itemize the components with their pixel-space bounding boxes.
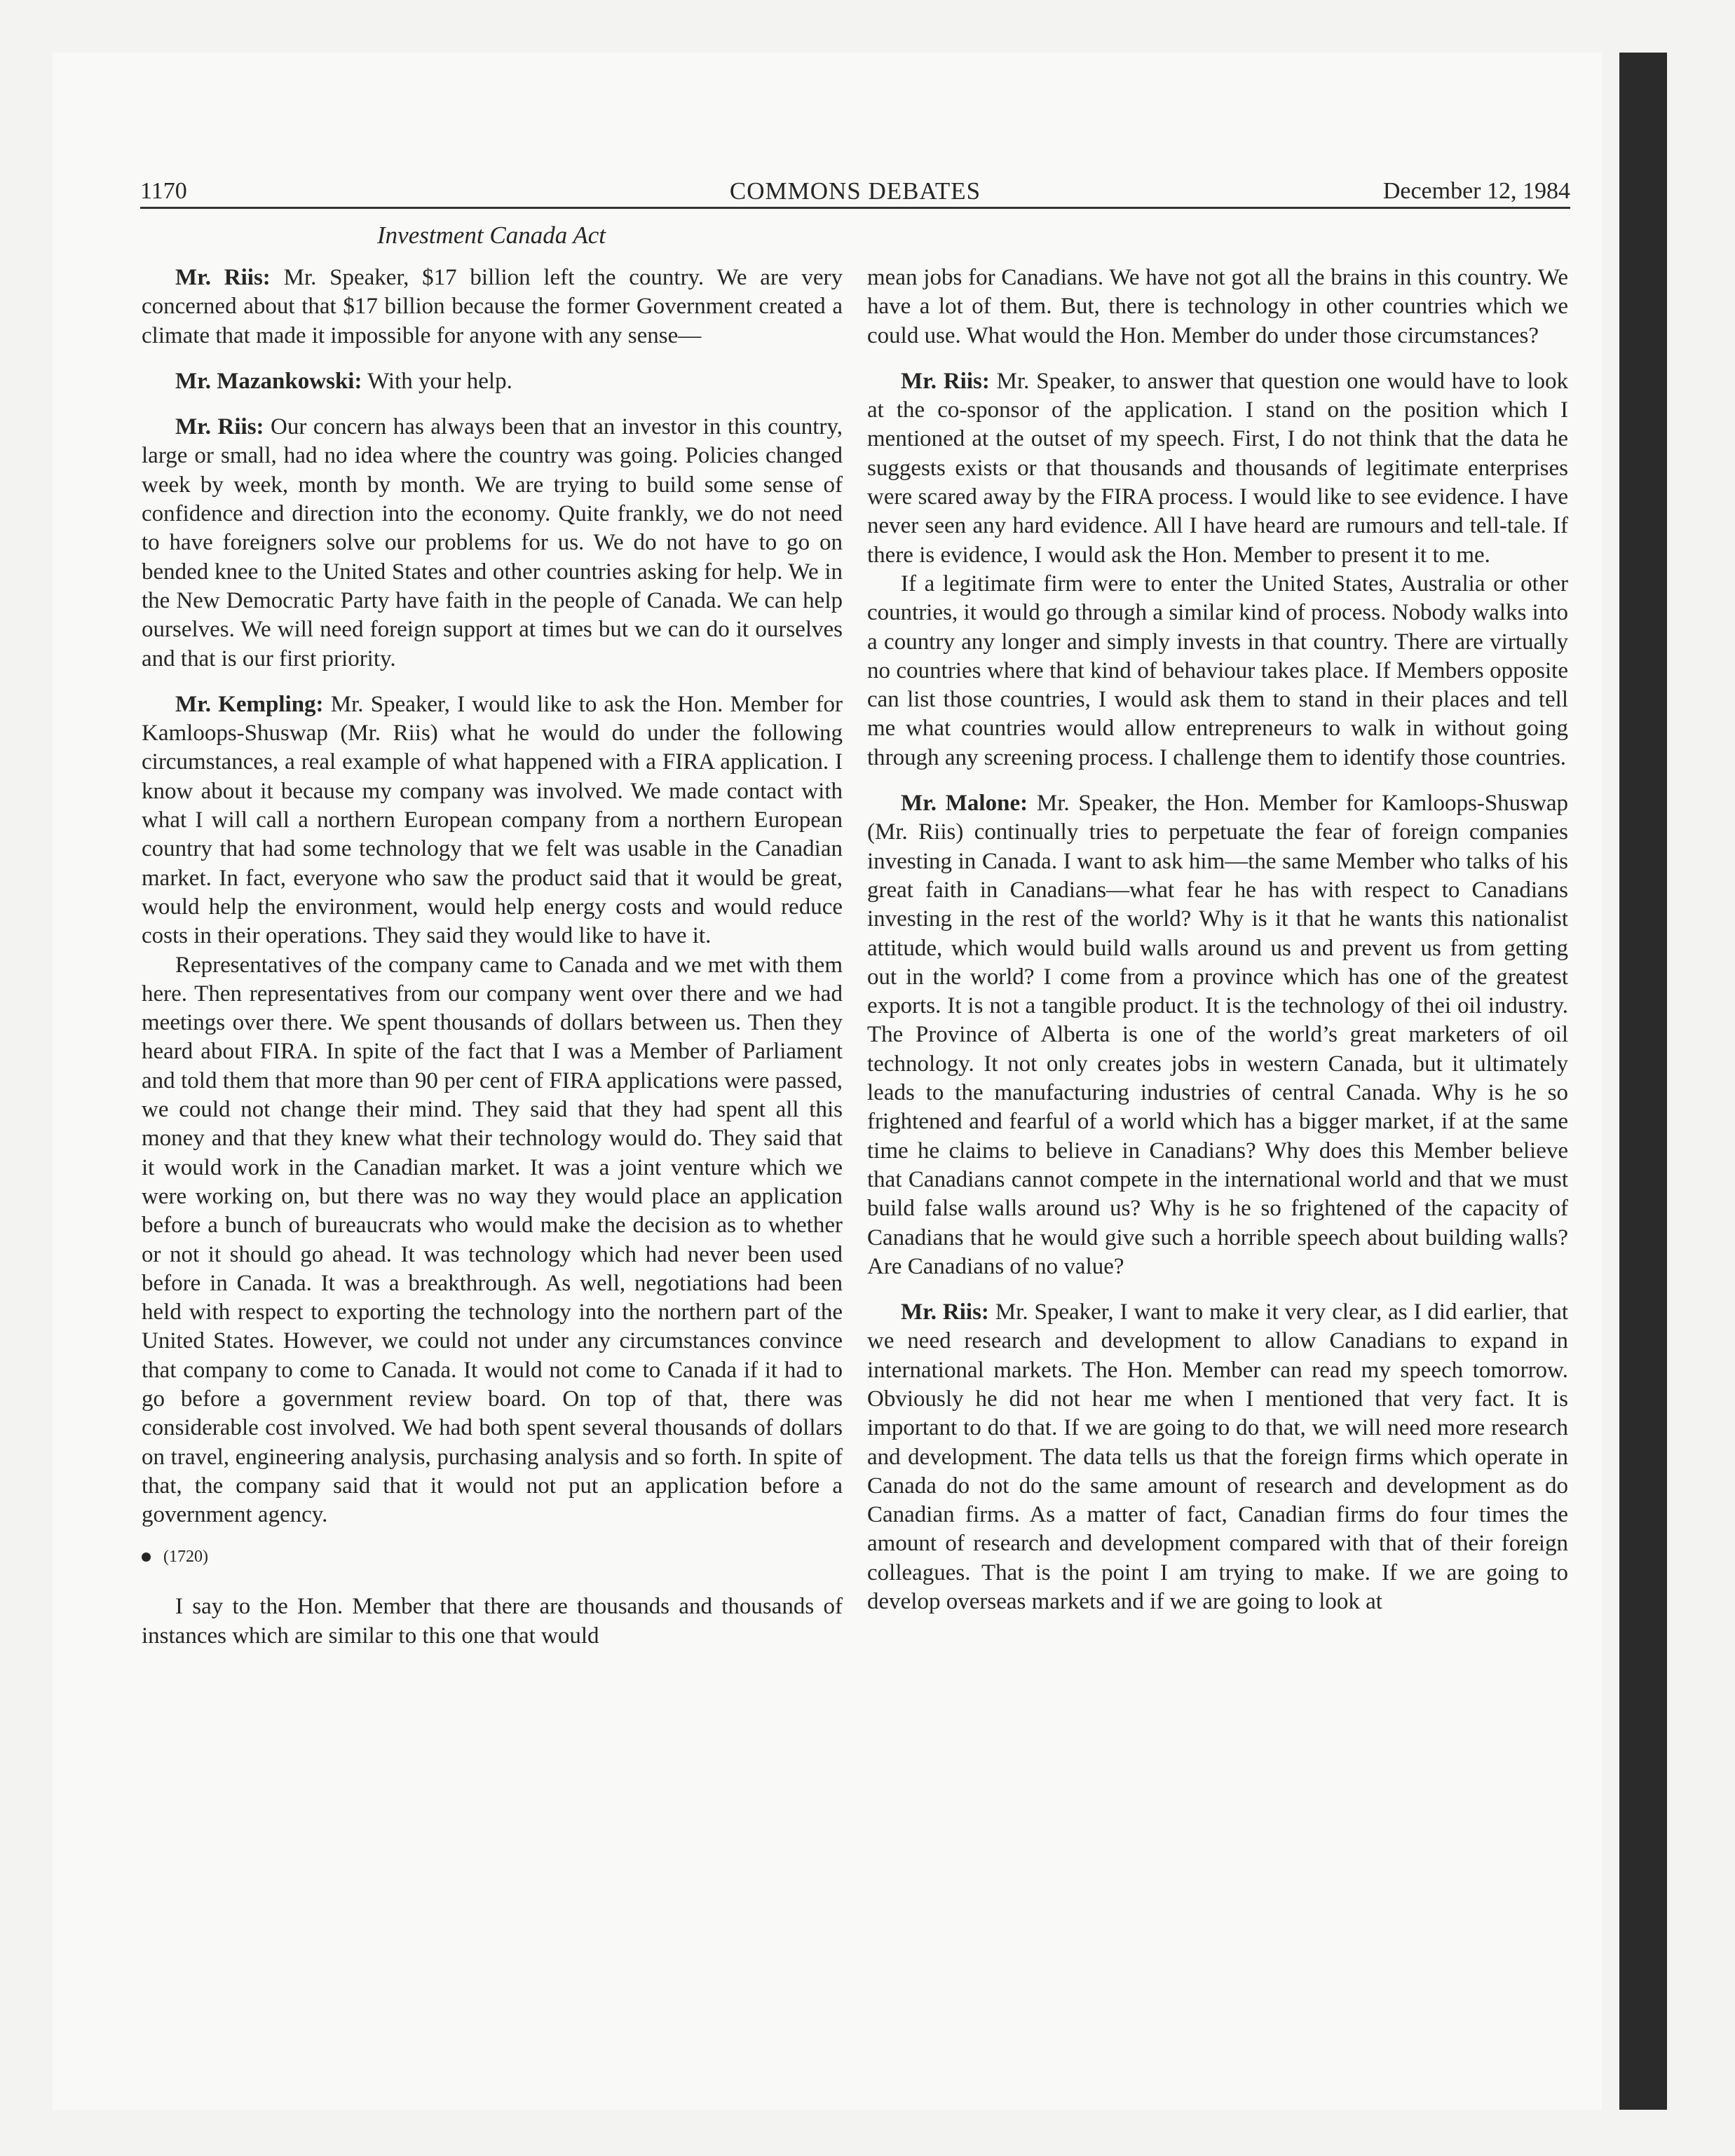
speech-paragraph: Representatives of the company came to Canada and we met with them here. Then representatives from our company went over there and we had meetings over there. We spent thousands of dollars between us. Then they heard about FIRA. In spite of the fact that I was a Member of Parliament and told them that more than 90 per cent of FIRA applications were passed, we could not change their mind. They said that they had spent all this money and that they knew what their technology would do. They said that it would work in the Canadian market. It was a joint venture which we were working on, but there was no way they would place an application before a bunch of bureaucrats who would make the decision as to whether or not it should go ahead. It was technology which had never been used before in Canada. It was a breakthrough. As well, negotiations had been held with respect to exporting the technology into the northern part of the United States. However, we could not under any circumstances convince that company to come to Canada. It would not come to Canada if it had to go before a government review board. On top of that, there was considerable cost involved. We had both spent several thousands of dollars on travel, engineering analysis, purchasing analysis and so forth. In spite of that, the company said that it would not put an application before a government agency. (142, 952, 843, 1528)
right-column (867, 264, 1568, 1633)
publication-title: COMMONS DEBATES (729, 177, 981, 205)
speech-paragraph (142, 690, 843, 951)
bullet-icon (142, 1553, 151, 1562)
speech-text: Our concern has always been that an investor in this country, large or small, had no idea where the country was going. Policies changed week by week, month by month. We are trying to build some sense of confidence and direction into the economy. Quite frankly, we do not need to have foreigners solve our problems for us. We do not have to go on bended knee to the United States and other countries asking for help. We in the New Democratic Party have faith in the people of Canada. We can help ourselves. We will need foreign support at times but we can do it ourselves and that is our first priority. (142, 414, 843, 671)
speaker-name: Mr. Malone: (901, 791, 1028, 817)
running-header (140, 174, 1570, 209)
header-rule (140, 207, 1570, 209)
speech-paragraph: If a legitimate firm were to enter the United States, Australia or other countries, it would go through a similar kind of process. Nobody walks into a country any longer and simply invests in that country. There are virtually no countries where that kind of behaviour takes place. If Members opposite can list those countries, I would ask them to stand in their places and tell me what countries would allow entrepreneurs to walk in without going through any screening process. I challenge them to identify those countries. (867, 571, 1568, 770)
header-date: December 12, 1984 (1382, 178, 1570, 204)
speech-paragraph (867, 1298, 1568, 1616)
speech-text: Mr. Speaker, $17 billion left the country. We are very concerned about that $17 billion because the former Government created a climate that made it impossible for anyone with any sense— (142, 265, 843, 348)
speech-text: With your help. (362, 368, 512, 394)
speaker-name: Mr. Riis: (901, 368, 990, 394)
timestamp: (1720) (163, 1548, 208, 1567)
speech-text: Mr. Speaker, the Hon. Member for Kamloops-Shuswap (Mr. Riis) continually tries to perpetuate the fear of foreign companies investing in Canada. I want to ask him—the same Member who talks of his great faith in Canadians—what fear he has with respect to Canadians investing in the rest of the world? Why is it that he wants this nationalist attitude, which would build walls around us and prevent us from getting out in the world? I come from a province which has one of the greatest exports. It is not a tangible product. It is the technology of thei oil industry. The Province of Alberta is one of the world’s great marketers of oil technology. It not only creates jobs in western Canada, but it ultimately leads to the manufacturing industries of central Canada. Why is he so frightened and fearful of a world which has a bigger market, if at the same time he claims to believe in Canadians? Why does this Member believe that Canadians cannot compete in the international world and that we must build false walls around us? Why is he so frightened of the capacity of Canadians that he would give such a horrible speech about building walls? Are Canadians of no value? (867, 791, 1568, 1279)
speech-paragraph (142, 264, 843, 350)
speech-paragraph (867, 789, 1568, 1281)
speech-text: Mr. Speaker, I would like to ask the Hon. Member for Kamloops-Shuswap (Mr. Riis) what he would do under the following circumstances, a real example of what happened with a FIRA application. I know about it because my company was involved. We made contact with what I will call a northern European company from a northern European country that had some technology that we felt was usable in the Canadian market. In fact, everyone who saw the product said that it would be great, would help the environment, would help energy costs and would reduce costs in their operations. They said they would like to have it. (142, 691, 843, 949)
scan-binding-edge (1619, 53, 1667, 2110)
speaker-name: Mr. Riis: (901, 1299, 989, 1325)
speech-paragraph: I say to the Hon. Member that there are thousands and thousands of instances which are similar to this one that would (142, 1594, 843, 1649)
speech-paragraph (142, 367, 843, 396)
subject-heading: Investment Canada Act (377, 221, 606, 249)
speaker-name: Mr. Mazankowski: (175, 368, 362, 394)
speech-paragraph (867, 367, 1568, 570)
page-number: 1170 (140, 178, 187, 204)
speech-text: Mr. Speaker, I want to make it very clear, as I did earlier, that we need research and development to allow Canadians to expand in international markets. The Hon. Member can read my speech tomorrow. Obviously he did not hear me when I mentioned that very fact. It is important to do that. If we are going to do that, we will need more research and development. The data tells us that the foreign firms which operate in Canada do not do the same amount of research and development as do Canadian firms. As a matter of fact, Canadian firms do four times the amount of research and development compared with that of their foreign colleagues. That is the point I am trying to make. If we are going to develop overseas markets and if we are going to look at (867, 1299, 1569, 1615)
time-marker (142, 1546, 843, 1567)
speech-text: Mr. Speaker, to answer that question one would have to look at the co-sponsor of the application. I stand on the position which I mentioned at the outset of my speech. First, I do not think that the data he suggests exists or that thousands and thousands of legitimate enterprises were scared away by the FIRA process. I would like to see evidence. I have never seen any hard evidence. All I have heard are rumours and tell-tale. If there is evidence, I would ask the Hon. Member to present it to me. (867, 368, 1569, 568)
speech-paragraph: mean jobs for Canadians. We have not got all the brains in this country. We have a lot of them. But, there is technology in other countries which we could use. What would the Hon. Member do under those circumstances? (867, 265, 1568, 348)
speaker-name: Mr. Riis: (175, 414, 264, 440)
speaker-name: Mr. Kempling: (175, 691, 324, 717)
speaker-name: Mr. Riis: (175, 265, 271, 290)
left-column (142, 264, 843, 1667)
speech-paragraph (142, 413, 843, 674)
